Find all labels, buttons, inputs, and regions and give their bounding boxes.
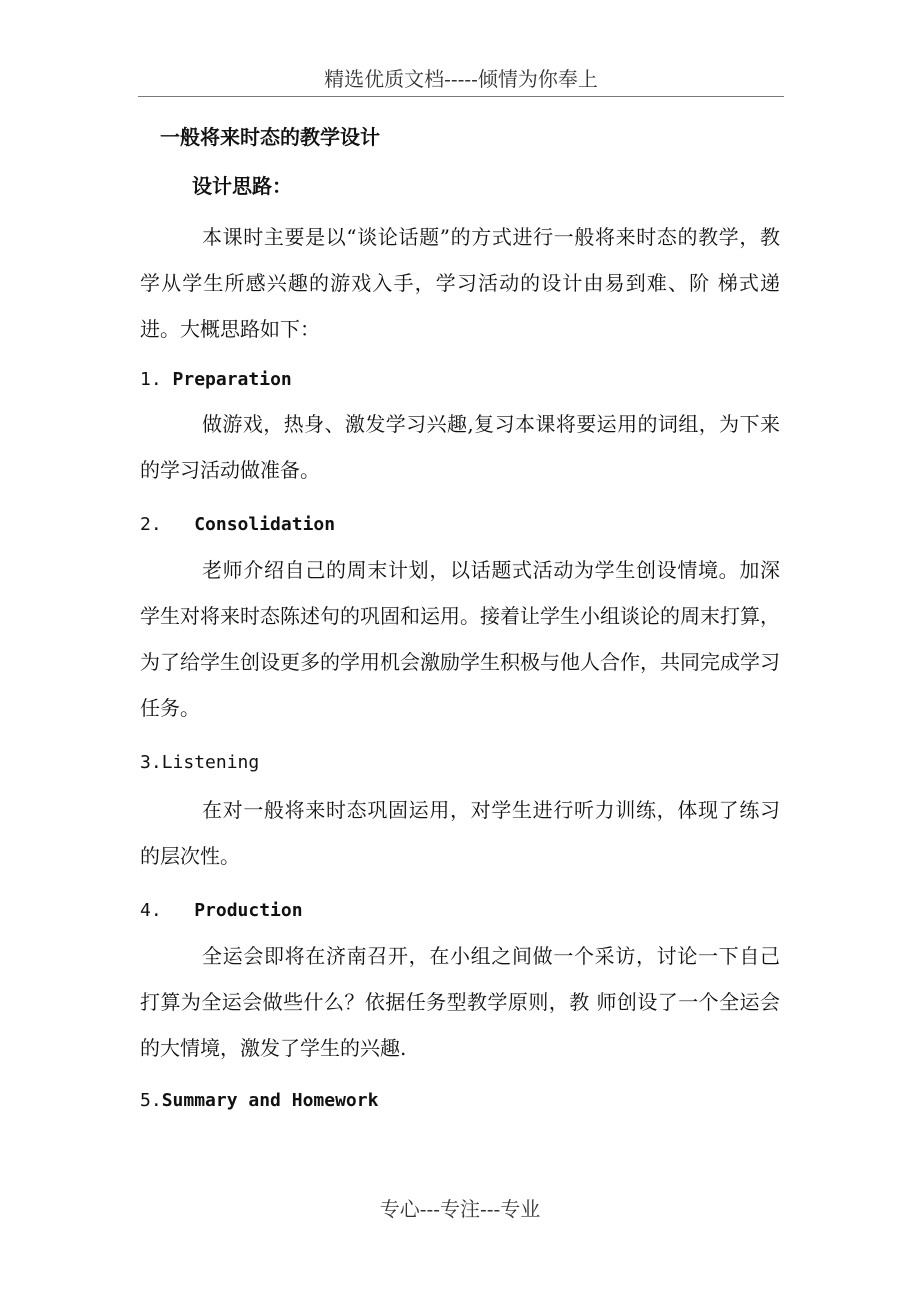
section-title: Consolidation: [194, 514, 336, 535]
section-body-production: 全运会即将在济南召开，在小组之间做一个采访，讨论一下自己打算为全运会做些什么？依据任务型教学原则，教 师创设了一个全运会的大情境，激发了学生的兴趣.: [140, 944, 780, 1060]
section-number: 1.: [140, 369, 162, 390]
section-number: 3.: [140, 752, 162, 773]
page-footer: [0, 1194, 920, 1224]
document-title: 一般将来时态的教学设计: [160, 125, 380, 149]
section-title: Listening: [161, 752, 260, 773]
section-title: Preparation: [172, 369, 292, 390]
section-title: Summary and Homework: [161, 1090, 379, 1111]
design-idea-heading: 设计思路：: [192, 174, 292, 198]
section-number: 2.: [140, 514, 162, 535]
section-heading-preparation: [140, 365, 292, 395]
section-body-consolidation: 老师介绍自己的周末计划，以话题式活动为学生创设情境。加深学生对将来时态陈述句的巩固和运用。接着让学生小组谈论的周末打算，为了给学生创设更多的学用机会激励学生积极与他人合作，共同完成学习任务。: [140, 558, 780, 720]
section-heading-summary: [140, 1086, 378, 1116]
page-footer-text: 专心---专注---专业: [379, 1197, 541, 1221]
section-body-listening: 在对一般将来时态巩固运用，对学生进行听力训练，体现了练习的层次性。: [140, 798, 780, 868]
section-heading-production: [140, 896, 303, 926]
section-number: 4.: [140, 900, 162, 921]
section-number: 5.: [140, 1090, 162, 1111]
section-body-preparation: 做游戏，热身、激发学习兴趣,复习本课将要运用的词组，为下来的学习活动做准备。: [140, 412, 780, 482]
section-heading-listening: [140, 748, 259, 778]
page-header-text: 精选优质文档-----倾情为你奉上: [324, 67, 598, 91]
intro-paragraph: 本课时主要是以“谈论话题”的方式进行一般将来时态的教学，教学从学生所感兴趣的游戏入手，学习活动的设计由易到难、阶 梯式递进。大概思路如下：: [140, 225, 780, 341]
page-header: [138, 64, 784, 97]
section-title: Production: [194, 900, 303, 921]
section-heading-consolidation: [140, 510, 335, 540]
